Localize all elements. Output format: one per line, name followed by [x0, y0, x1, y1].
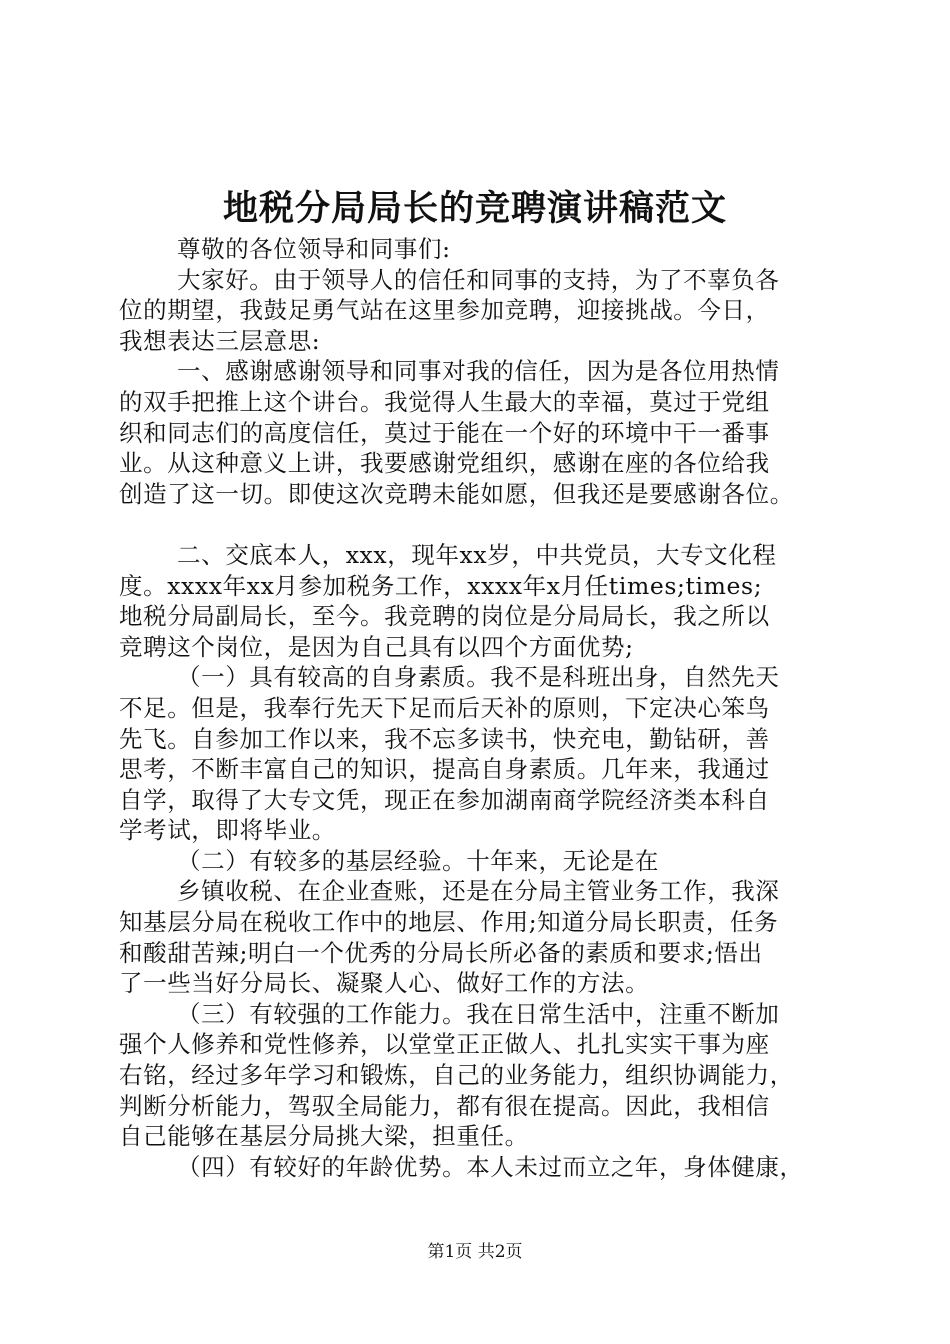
text-line: （一）具有较高的自身素质。我不是科班出身，自然先天: [177, 663, 780, 692]
text-line: 一、感谢感谢领导和同事对我的信任，因为是各位用热情: [177, 357, 780, 386]
text-line: （三）有较强的工作能力。我在日常生活中，注重不断加: [177, 999, 780, 1028]
text-line: 自己能够在基层分局挑大梁，担重任。: [119, 1122, 529, 1151]
text-line: 乡镇收税、在企业查账，还是在分局主管业务工作，我深: [177, 877, 780, 906]
text-line: 学考试，即将毕业。: [119, 816, 336, 845]
text-line: （二）有较多的基层经验。十年来，无论是在: [177, 846, 659, 875]
text-line: 位的期望，我鼓足勇气站在这里参加竞聘，迎接挑战。今日，: [119, 296, 770, 325]
text-line: 判断分析能力，驾驭全局能力，都有很在提高。因此，我相信: [119, 1091, 770, 1120]
text-line: 我想表达三层意思:: [119, 326, 321, 355]
text-line: （四）有较好的年龄优势。本人未过而立之年，身体健康，: [177, 1152, 804, 1181]
document-body: [119, 234, 831, 1182]
text-line: 大家好。由于领导人的信任和同事的支持，为了不辜负各: [177, 265, 780, 294]
blank-line: [119, 509, 831, 540]
text-line: 思考，不断丰富自己的知识，提高自身素质。几年来，我通过: [119, 755, 770, 784]
text-line: 竞聘这个岗位，是因为自己具有以四个方面优势;: [119, 632, 634, 661]
text-line: 地税分局副局长，至今。我竞聘的岗位是分局局长，我之所以: [119, 602, 770, 631]
text-line: 织和同志们的高度信任，莫过于能在一个好的环境中干一番事: [119, 418, 770, 447]
text-line: 度。xxxx年xx月参加税务工作，xxxx年x月任times;times;: [119, 571, 763, 600]
text-line: 业。从这种意义上讲，我要感谢党组织，感谢在座的各位给我: [119, 449, 770, 478]
text-line: 右铭，经过多年学习和锻炼，自己的业务能力，组织协调能力，: [119, 1061, 794, 1090]
text-line: 尊敬的各位领导和同事们:: [177, 235, 451, 263]
text-line: 了一些当好分局长、凝聚人心、做好工作的方法。: [119, 969, 650, 998]
document-title: 地税分局局长的竞聘演讲稿范文: [222, 188, 727, 229]
text-line: 和酸甜苦辣;明白一个优秀的分局长所必备的素质和要求;悟出: [119, 938, 763, 967]
text-line: 创造了这一切。即使这次竞聘未能如愿，但我还是要感谢各位。: [119, 479, 794, 508]
text-line: 二、交底本人，xxx，现年xx岁，中共党员，大专文化程: [177, 540, 777, 569]
text-line: 知基层分局在税收工作中的地层、作用;知道分局长职责，任务: [119, 908, 779, 937]
text-line: 先飞。自参加工作以来，我不忘多读书，快充电，勤钻研，善: [119, 724, 770, 753]
text-line: 的双手把推上这个讲台。我觉得人生最大的幸福，莫过于党组: [119, 387, 770, 416]
text-line: 强个人修养和党性修养，以堂堂正正做人、扎扎实实干事为座: [119, 1030, 770, 1059]
page-footer: 第1页 共2页: [427, 1242, 523, 1262]
text-line: 自学，取得了大专文凭，现正在参加湖南商学院经济类本科自: [119, 785, 770, 814]
text-line: 不足。但是，我奉行先天下足而后天补的原则，下定决心笨鸟: [119, 693, 770, 722]
